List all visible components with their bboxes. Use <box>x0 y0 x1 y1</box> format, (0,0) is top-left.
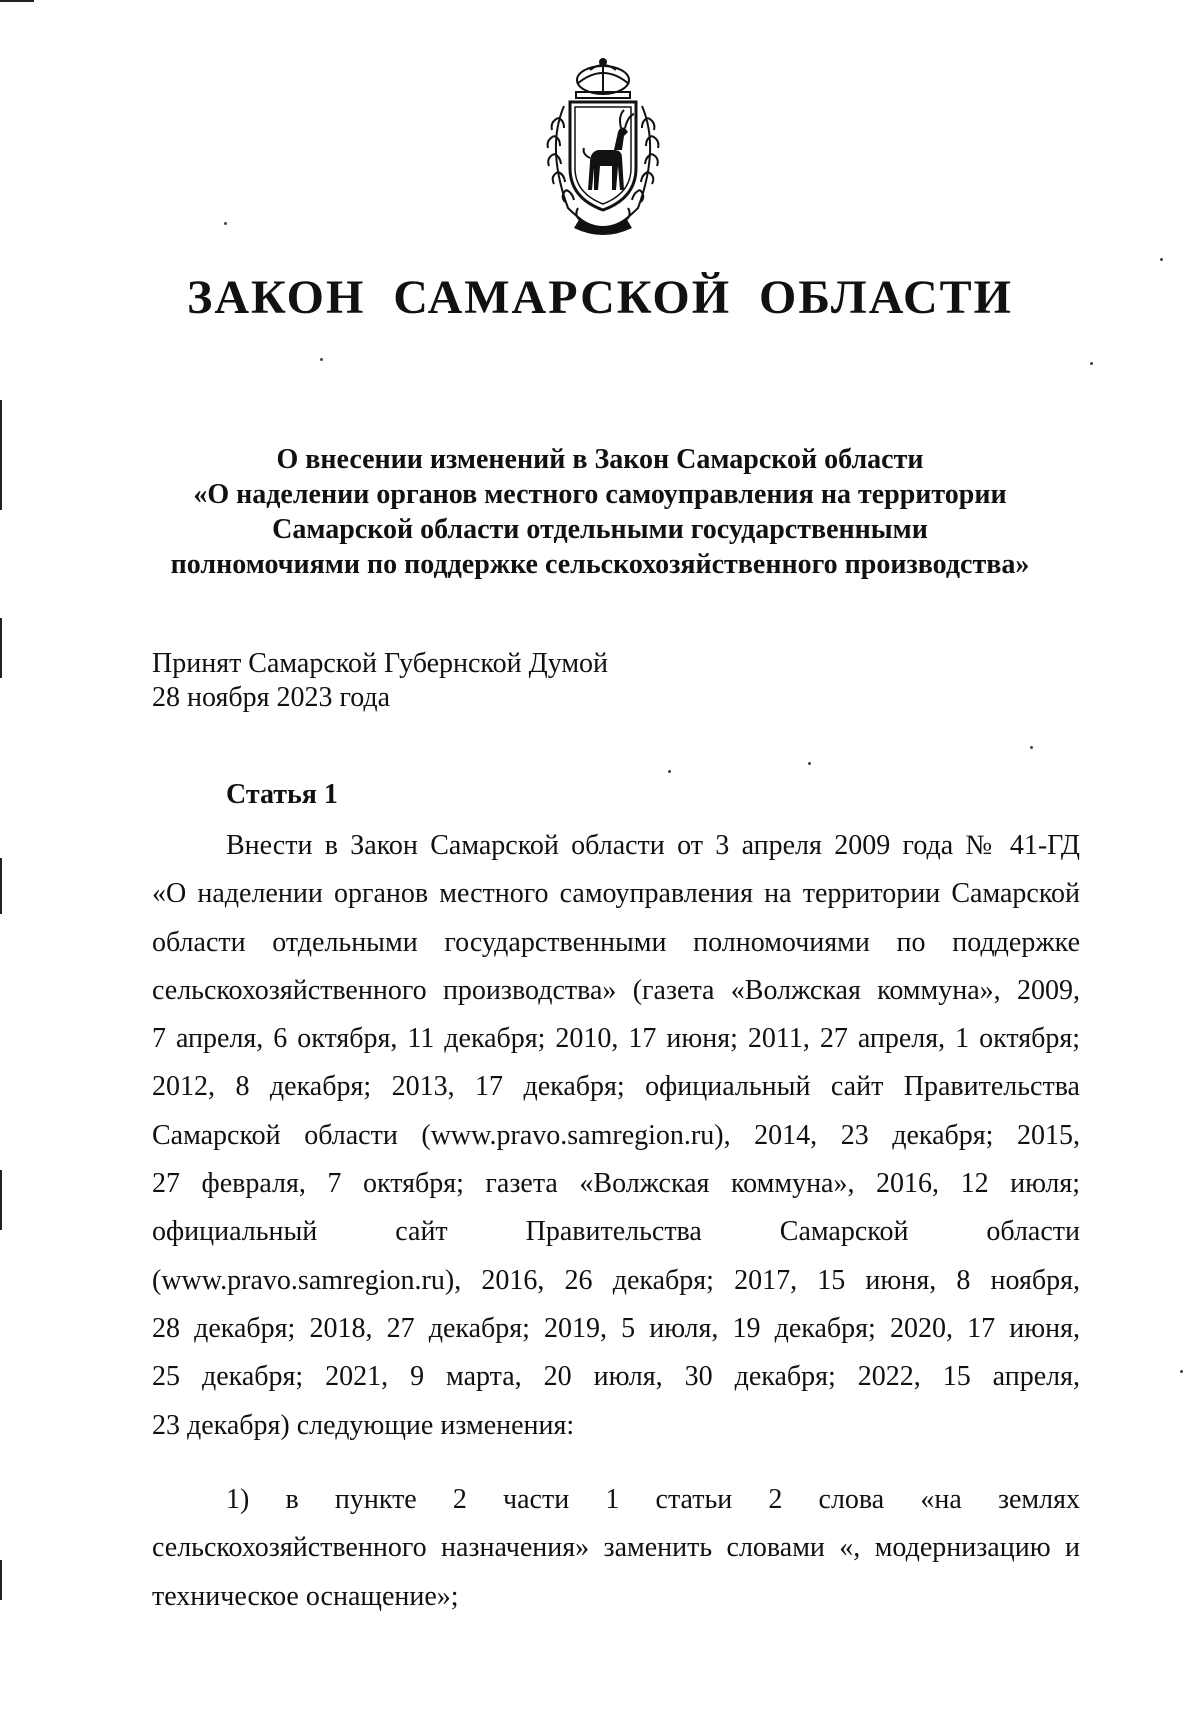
scan-speck <box>1160 258 1163 261</box>
paragraph-line: сельскохозяйственного производства» (газета «Волжская коммуна», 2009, <box>152 974 1080 1006</box>
scan-speck <box>1030 746 1033 749</box>
paragraph-line: 1) в пункте 2 части 1 статьи 2 слова «на землях <box>226 1484 1080 1515</box>
adoption-note <box>152 647 608 715</box>
scan-speck <box>1180 1370 1183 1373</box>
law-title: ЗАКОН САМАРСКОЙ ОБЛАСТИ <box>187 271 1013 324</box>
paragraph-line: 2012, 8 декабря; 2013, 17 декабря; официальный сайт Правительства <box>152 1071 1080 1103</box>
paragraph-line: сельскохозяйственного назначения» заменить словами «, модернизацию и <box>152 1532 1080 1564</box>
paragraph-line: Самарской области (www.pravo.samregion.ru), 2014, 23 декабря; 2015, <box>152 1119 1080 1151</box>
paragraph-line: техническое оснащение»; <box>152 1580 459 1612</box>
article-paragraph <box>152 822 1080 1450</box>
scan-margin-mark <box>0 858 2 914</box>
scan-margin-mark <box>0 618 2 678</box>
scan-speck <box>320 358 323 361</box>
amendment-item <box>152 1476 1080 1621</box>
paragraph-line: (www.pravo.samregion.ru), 2016, 26 декабря; 2017, 15 июня, 8 ноября, <box>152 1264 1080 1296</box>
paragraph-line: «О наделении органов местного самоуправления на территории Самарской <box>152 878 1080 910</box>
paragraph-line: области отдельными государственными полномочиями по поддержке <box>152 926 1080 958</box>
scan-margin-mark <box>0 0 34 2</box>
article-heading: Статья 1 <box>226 779 338 810</box>
paragraph-line: 27 февраля, 7 октября; газета «Волжская коммуна», 2016, 12 июля; <box>152 1168 1080 1200</box>
paragraph-line: Внести в Закон Самарской области от 3 апреля 2009 года № 41-ГД <box>226 830 1080 861</box>
law-subtitle <box>120 442 1080 582</box>
scan-speck <box>668 770 671 773</box>
scan-speck <box>808 762 811 765</box>
scan-speck <box>224 222 227 225</box>
paragraph-line: официальный сайт Правительства Самарской области <box>152 1216 1080 1248</box>
scan-speck <box>1090 362 1093 365</box>
scan-margin-mark <box>0 1560 2 1600</box>
paragraph-line: 28 декабря; 2018, 27 декабря; 2019, 5 июля, 19 декабря; 2020, 17 июня, <box>152 1312 1080 1344</box>
subtitle-line: «О наделении органов местного самоуправления на территории <box>193 479 1007 510</box>
samara-coat-of-arms-icon <box>528 58 678 236</box>
adoption-line: Принят Самарской Губернской Думой <box>152 648 609 679</box>
paragraph-line: 23 декабря) следующие изменения: <box>152 1409 575 1441</box>
paragraph-line: 25 декабря; 2021, 9 марта, 20 июля, 30 декабря; 2022, 15 апреля, <box>152 1361 1080 1393</box>
subtitle-line: О внесении изменений в Закон Самарской области <box>276 444 924 475</box>
scan-margin-mark <box>0 1170 2 1230</box>
subtitle-line: полномочиями по поддержке сельскохозяйственного производства» <box>170 549 1030 580</box>
paragraph-line: 7 апреля, 6 октября, 11 декабря; 2010, 17 июня; 2011, 27 апреля, 1 октября; <box>152 1023 1080 1055</box>
adoption-date: 28 ноября 2023 года <box>152 682 391 713</box>
scan-margin-mark <box>0 400 2 510</box>
subtitle-line: Самарской области отдельными государственными <box>272 514 928 545</box>
